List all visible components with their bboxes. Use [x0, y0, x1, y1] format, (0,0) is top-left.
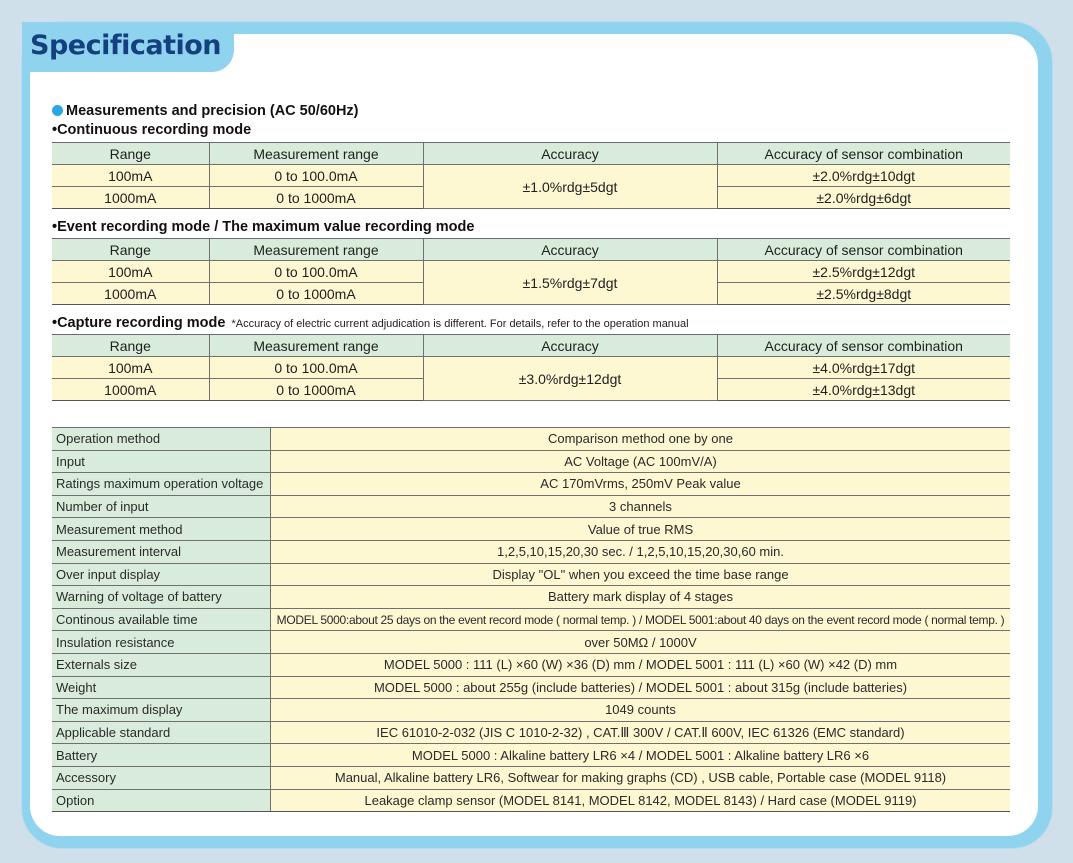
range-cell: 100mA — [52, 357, 209, 379]
spec-value: 3 channels — [271, 495, 1011, 518]
header-sensor-accuracy: Accuracy of sensor combination — [717, 239, 1010, 261]
spec-label: Continous available time — [52, 608, 271, 631]
table-header-row — [52, 143, 1010, 165]
sensor-accuracy-cell: ±4.0%rdg±17dgt — [717, 357, 1010, 379]
table-row — [52, 631, 1010, 654]
spec-label: Weight — [52, 676, 271, 699]
spec-label: Operation method — [52, 428, 271, 451]
sensor-accuracy-cell: ±2.0%rdg±10dgt — [717, 165, 1010, 187]
accuracy-cell: ±3.0%rdg±12dgt — [423, 357, 717, 401]
mode-title-text: •Capture recording mode — [52, 315, 226, 331]
range-cell: 1000mA — [52, 187, 209, 209]
spec-value: over 50MΩ / 1000V — [271, 631, 1011, 654]
accuracy-cell: ±1.0%rdg±5dgt — [423, 165, 717, 209]
spec-value: 1049 counts — [271, 699, 1011, 722]
spec-label: Ratings maximum operation voltage — [52, 473, 271, 496]
spec-value: AC Voltage (AC 100mV/A) — [271, 450, 1011, 473]
capture-mode-note: *Accuracy of electric current adjudication is different. For details, refer to the operation manual — [231, 318, 689, 330]
mode-title-text: •Event recording mode / The maximum value recording mode — [52, 219, 475, 235]
range-cell: 100mA — [52, 165, 209, 187]
spec-value: AC 170mVrms, 250mV Peak value — [271, 473, 1011, 496]
table-row — [52, 473, 1010, 496]
header-accuracy: Accuracy — [423, 143, 717, 165]
spec-label: Insulation resistance — [52, 631, 271, 654]
capture-mode-table — [52, 334, 1010, 401]
spec-value: Leakage clamp sensor (MODEL 8141, MODEL 8142, MODEL 8143) / Hard case (MODEL 9119) — [271, 789, 1011, 812]
spec-label: Input — [52, 450, 271, 473]
header-accuracy: Accuracy — [423, 335, 717, 357]
header-range: Range — [52, 335, 209, 357]
spec-value: Manual, Alkaline battery LR6, Softwear for making graphs (CD) , USB cable, Portable case (MODEL 9118) — [271, 766, 1011, 789]
spec-label: Warning of voltage of battery — [52, 586, 271, 609]
table-row — [52, 744, 1010, 767]
sensor-accuracy-cell: ±2.5%rdg±8dgt — [717, 283, 1010, 305]
table-row — [52, 450, 1010, 473]
table-row — [52, 428, 1010, 451]
header-sensor-accuracy: Accuracy of sensor combination — [717, 143, 1010, 165]
spec-label: Measurement method — [52, 518, 271, 541]
spec-value: Display "OL" when you exceed the time base range — [271, 563, 1011, 586]
mode-title-capture — [52, 315, 689, 331]
measurement-range-cell: 0 to 100.0mA — [209, 357, 423, 379]
spec-table — [52, 427, 1010, 812]
range-cell: 100mA — [52, 261, 209, 283]
table-row — [52, 721, 1010, 744]
spec-value: IEC 61010-2-032 (JIS C 1010-2-32) , CAT.Ⅲ 300V / CAT.Ⅱ 600V, IEC 61326 (EMC standard) — [271, 721, 1011, 744]
table-row — [52, 789, 1010, 812]
header-range: Range — [52, 143, 209, 165]
spec-label: Externals size — [52, 653, 271, 676]
spec-label: The maximum display — [52, 699, 271, 722]
table-row — [52, 563, 1010, 586]
table-header-row — [52, 335, 1010, 357]
spec-value: Battery mark display of 4 stages — [271, 586, 1011, 609]
range-cell: 1000mA — [52, 283, 209, 305]
spec-value: Value of true RMS — [271, 518, 1011, 541]
spec-value: Comparison method one by one — [271, 428, 1011, 451]
table-header-row — [52, 239, 1010, 261]
measurement-range-cell: 0 to 1000mA — [209, 283, 423, 305]
table-row — [52, 653, 1010, 676]
spec-value: MODEL 5000 : Alkaline battery LR6 ×4 / MODEL 5001 : Alkaline battery LR6 ×6 — [271, 744, 1011, 767]
spec-value: MODEL 5000:about 25 days on the event record mode ( normal temp. ) / MODEL 5001:about 40 days on the event record mode ( normal temp. ) — [271, 608, 1011, 631]
spec-label: Battery — [52, 744, 271, 767]
header-measurement-range: Measurement range — [209, 335, 423, 357]
header-sensor-accuracy: Accuracy of sensor combination — [717, 335, 1010, 357]
event-mode-table — [52, 238, 1010, 305]
spec-label: Accessory — [52, 766, 271, 789]
spec-label: Number of input — [52, 495, 271, 518]
table-row — [52, 357, 1010, 379]
measurement-range-cell: 0 to 1000mA — [209, 187, 423, 209]
header-measurement-range: Measurement range — [209, 143, 423, 165]
accuracy-cell: ±1.5%rdg±7dgt — [423, 261, 717, 305]
precision-heading-text: Measurements and precision (AC 50/60Hz) — [66, 103, 359, 119]
page-title: Specification — [30, 30, 222, 61]
sensor-accuracy-cell: ±2.0%rdg±6dgt — [717, 187, 1010, 209]
table-row — [52, 165, 1010, 187]
spec-label: Measurement interval — [52, 540, 271, 563]
spec-value: 1,2,5,10,15,20,30 sec. / 1,2,5,10,15,20,30,60 min. — [271, 540, 1011, 563]
table-row — [52, 676, 1010, 699]
spec-value: MODEL 5000 : 111 (L) ×60 (W) ×36 (D) mm / MODEL 5001 : 111 (L) ×60 (W) ×42 (D) mm — [271, 653, 1011, 676]
table-row — [52, 495, 1010, 518]
bullet-dot-icon — [52, 105, 63, 116]
continuous-mode-table — [52, 142, 1010, 209]
spec-label: Over input display — [52, 563, 271, 586]
header-range: Range — [52, 239, 209, 261]
sensor-accuracy-cell: ±2.5%rdg±12dgt — [717, 261, 1010, 283]
measurement-range-cell: 0 to 100.0mA — [209, 165, 423, 187]
mode-title-text: •Continuous recording mode — [52, 122, 252, 138]
header-measurement-range: Measurement range — [209, 239, 423, 261]
measurement-range-cell: 0 to 100.0mA — [209, 261, 423, 283]
header-accuracy: Accuracy — [423, 239, 717, 261]
sensor-accuracy-cell: ±4.0%rdg±13dgt — [717, 379, 1010, 401]
table-row — [52, 261, 1010, 283]
mode-title-continuous — [52, 122, 251, 138]
table-row — [52, 586, 1010, 609]
measurement-range-cell: 0 to 1000mA — [209, 379, 423, 401]
spec-label: Option — [52, 789, 271, 812]
table-row — [52, 766, 1010, 789]
mode-title-event — [52, 219, 474, 235]
table-row — [52, 518, 1010, 541]
table-row — [52, 540, 1010, 563]
table-row — [52, 699, 1010, 722]
spec-label: Applicable standard — [52, 721, 271, 744]
table-row — [52, 608, 1010, 631]
spec-value: MODEL 5000 : about 255g (include batteries) / MODEL 5001 : about 315g (include batteries) — [271, 676, 1011, 699]
range-cell: 1000mA — [52, 379, 209, 401]
precision-heading — [52, 103, 359, 119]
